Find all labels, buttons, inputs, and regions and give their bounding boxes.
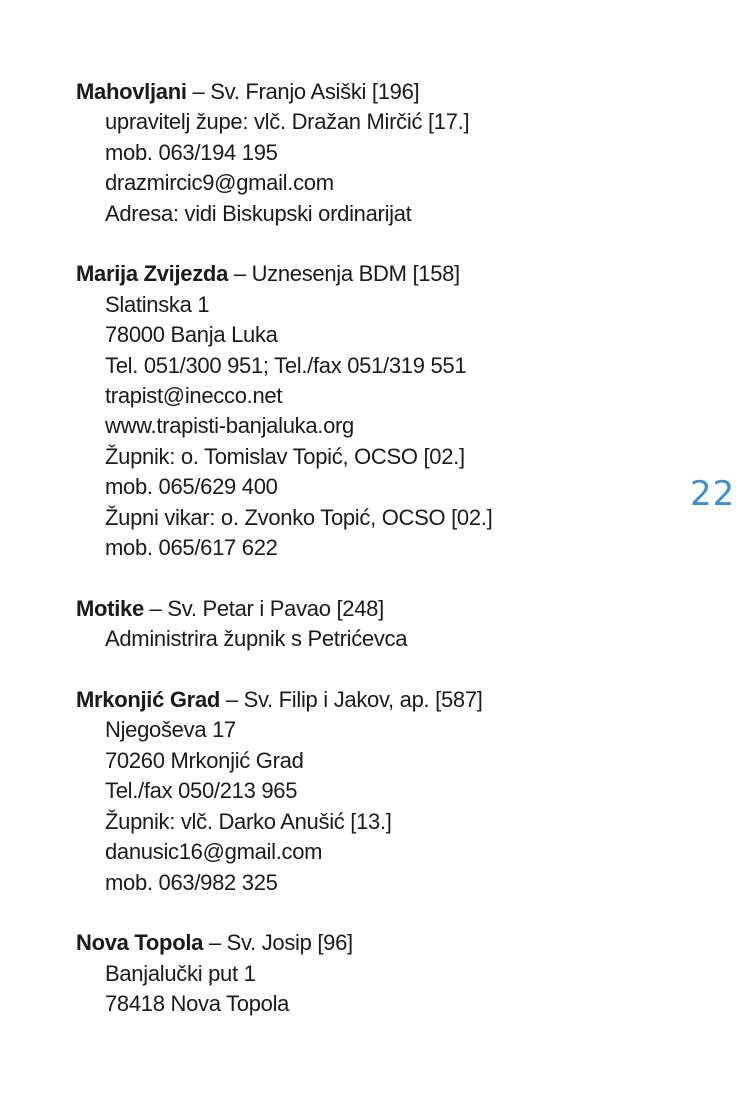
parish-website: www.trapisti-banjaluka.org [105, 413, 354, 439]
page-number: 22 [690, 474, 736, 514]
parish-city: 78000 Banja Luka [105, 322, 278, 348]
parish-administration-note: Administrira župnik s Petrićevca [105, 626, 408, 652]
parish-patron: – Sv. Filip i Jakov, ap. [587] [220, 687, 483, 713]
parish-entry-mrkonjic-grad [76, 685, 656, 898]
parish-entry-marija-zvijezda [76, 259, 656, 563]
parish-name: Mrkonjić Grad [76, 687, 221, 713]
parish-mobile: mob. 063/982 325 [105, 869, 278, 895]
parish-phone: Tel./fax 050/213 965 [105, 778, 298, 804]
parish-patron: – Sv. Franjo Asiški [196] [186, 79, 420, 104]
parish-entry-mahovljani [76, 77, 656, 229]
parish-name: Nova Topola [76, 930, 204, 956]
parish-city: 70260 Mrkonjić Grad [105, 747, 304, 773]
parish-email: danusic16@gmail.com [105, 839, 323, 865]
parish-patron: – Sv. Petar i Pavao [248] [143, 595, 384, 621]
parish-mobile: mob. 065/617 622 [105, 535, 278, 561]
parish-directory [76, 77, 656, 1050]
parish-priest: Župnik: o. Tomislav Topić, OCSO [02.] [105, 443, 465, 469]
parish-patron: – Uznesenja BDM [158] [228, 261, 460, 287]
parish-mobile: mob. 063/194 195 [105, 139, 278, 165]
parish-street: Slatinska 1 [105, 291, 210, 317]
parish-heading [76, 259, 656, 289]
parish-city: 78418 Nova Topola [105, 991, 290, 1017]
parish-name: Motike [76, 595, 144, 621]
parish-phone: Tel. 051/300 951; Tel./fax 051/319 551 [105, 352, 467, 378]
parish-street: Banjalučki put 1 [105, 960, 256, 986]
parish-name: Marija Zvijezda [76, 261, 229, 287]
parish-mobile: mob. 065/629 400 [105, 474, 278, 500]
parish-entry-motike [76, 594, 656, 655]
parish-address-note: Adresa: vidi Biskupski ordinarijat [105, 200, 412, 226]
parish-heading [76, 685, 656, 715]
parish-email: trapist@inecco.net [105, 383, 283, 409]
parish-email: drazmircic9@gmail.com [105, 170, 334, 196]
parish-street: Njegoševa 17 [105, 717, 236, 743]
parish-heading [76, 928, 656, 958]
parish-patron: – Sv. Josip [96] [203, 930, 353, 956]
parish-entry-nova-topola [76, 928, 656, 1019]
parish-vicar: Župni vikar: o. Zvonko Topić, OCSO [02.] [105, 504, 493, 530]
parish-name: Mahovljani [76, 79, 187, 104]
parish-priest: Župnik: vlč. Darko Anušić [13.] [105, 808, 392, 834]
parish-heading [76, 77, 656, 107]
parish-heading [76, 594, 656, 624]
parish-administrator: upravitelj župe: vlč. Dražan Mirčić [17.] [105, 109, 470, 135]
